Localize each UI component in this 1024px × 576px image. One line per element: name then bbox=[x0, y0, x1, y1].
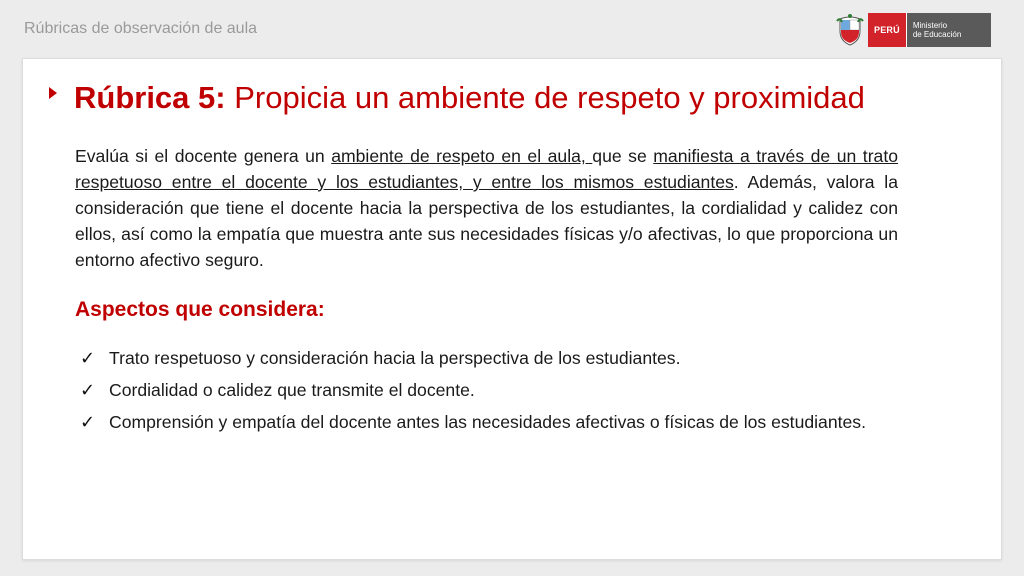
rubric-description bbox=[75, 143, 898, 273]
title-bullet-icon bbox=[49, 87, 57, 99]
header-title: Rúbricas de observación de aula bbox=[24, 20, 258, 37]
list-item bbox=[80, 345, 906, 371]
desc-part-1: Evalúa si el docente genera un bbox=[75, 146, 332, 166]
list-item bbox=[80, 409, 906, 435]
slide-title bbox=[74, 80, 865, 116]
slide-title-bold: Rúbrica 5: bbox=[74, 80, 226, 115]
ministry-line-2: de Educación bbox=[912, 30, 962, 39]
desc-part-2: que se bbox=[592, 146, 654, 166]
aspect-text: Cordialidad o calidez que transmite el docente. bbox=[109, 380, 475, 400]
aspect-text: Trato respetuoso y consideración hacia la perspectiva de los estudiantes. bbox=[109, 348, 681, 368]
checkmark-icon: ✓ bbox=[80, 412, 96, 432]
ministry-label bbox=[906, 13, 991, 47]
desc-underlined-1: ambiente de respeto en el aula, bbox=[331, 146, 593, 166]
aspects-list bbox=[80, 345, 906, 441]
aspect-text: Comprensión y empatía del docente antes las necesidades afectivas o físicas de los estudiantes. bbox=[109, 412, 866, 432]
checkmark-icon: ✓ bbox=[80, 380, 96, 400]
slide-title-rest: Propicia un ambiente de respeto y proximidad bbox=[225, 80, 865, 115]
checkmark-icon: ✓ bbox=[80, 348, 96, 368]
desc-underlined-2: manifiesta a través de un trato respetuoso entre el docente y los estudiantes, y entre los mismos estudiantes bbox=[75, 146, 899, 192]
peru-label: PERÚ bbox=[868, 13, 906, 47]
aspects-heading: Aspectos que considera: bbox=[75, 298, 325, 321]
list-item bbox=[80, 377, 906, 403]
ministry-logo bbox=[836, 13, 991, 47]
peru-coat-of-arms-icon bbox=[836, 13, 864, 47]
desc-part-3: . Además, valora la consideración que tiene el docente hacia la perspectiva de los estudiantes, la cordialidad y calidez con ellos, así como la empatía que muestra ante sus necesidades físicas y/o afectivas, lo que proporciona un entorno afectivo seguro. bbox=[75, 172, 898, 270]
ministry-line-1: Ministerio bbox=[912, 21, 948, 30]
